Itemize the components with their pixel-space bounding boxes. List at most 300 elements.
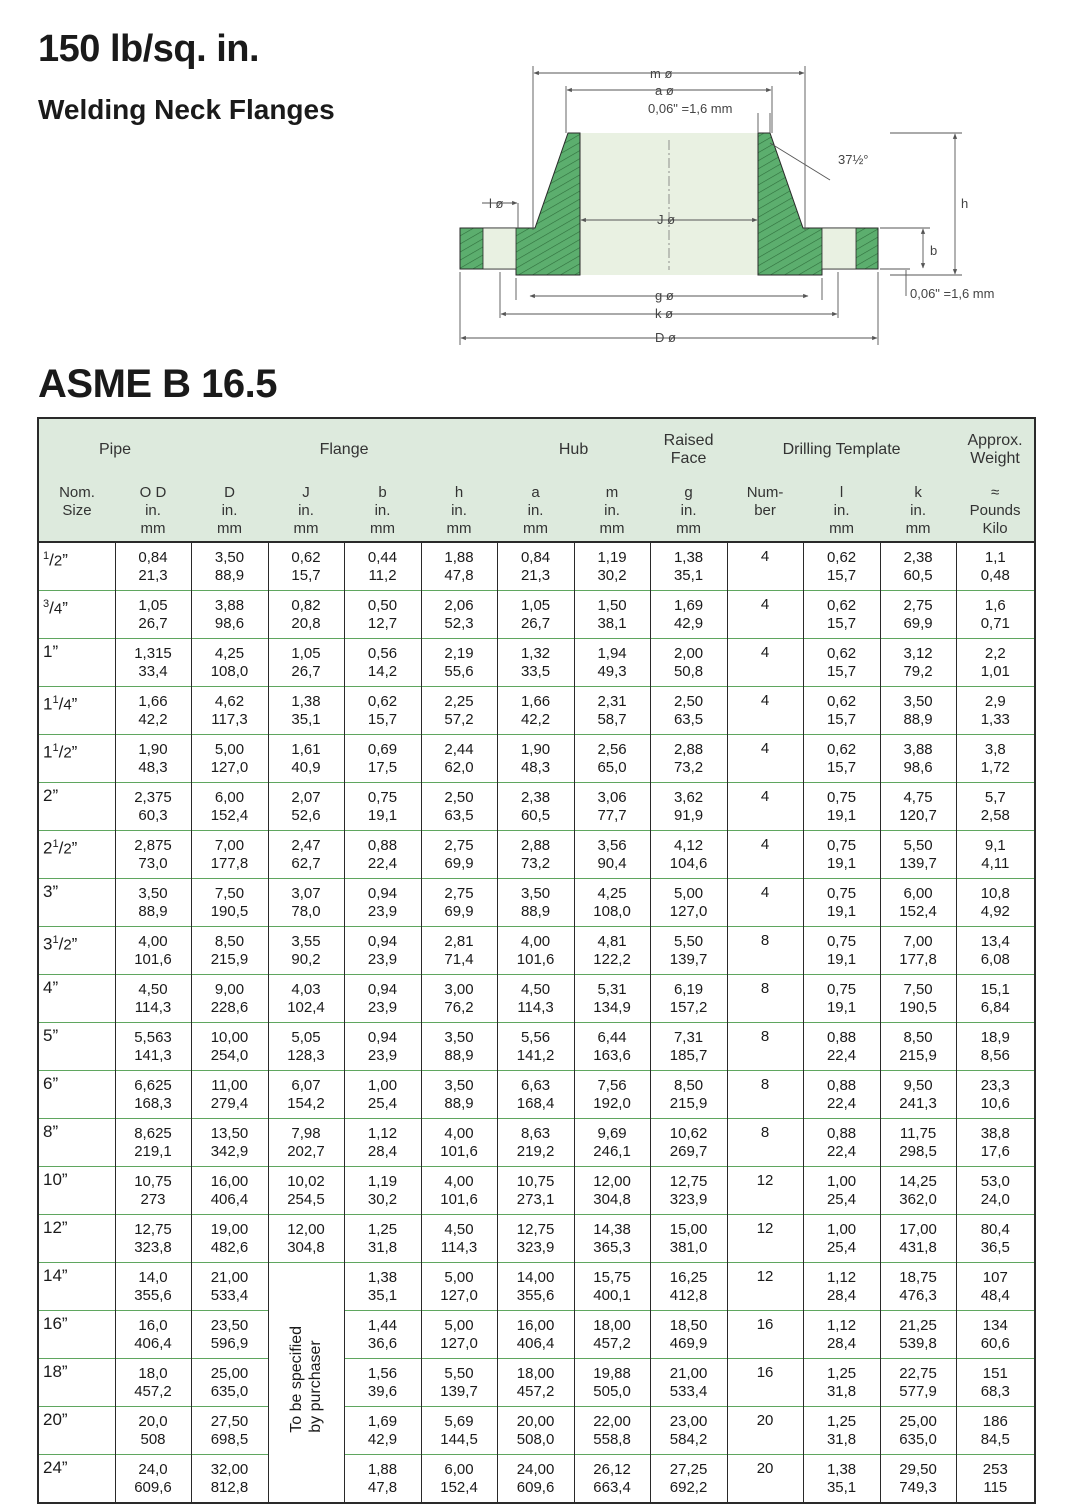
value-mm: 23,9	[367, 950, 398, 968]
value-inch: 4,25	[597, 884, 627, 902]
value-inch: 0,75	[826, 788, 857, 806]
bolt-number-cell: 4	[727, 735, 803, 783]
value-inch: 5,31	[597, 980, 627, 998]
value-inch: 11,00	[211, 1076, 248, 1094]
value-inch: 1,61	[291, 740, 321, 758]
value-inch: 0,84	[520, 548, 551, 566]
value-inch: 8,50	[214, 932, 245, 950]
value-mm: 42,2	[138, 710, 168, 728]
value-cell-a	[497, 1455, 574, 1504]
value-mm: 539,8	[899, 1334, 937, 1352]
value-inch: 23,50	[210, 1316, 249, 1334]
value-cell-b	[344, 639, 421, 687]
nominal-size-cell: 10”	[43, 1170, 68, 1189]
value-inch: 1,69	[367, 1412, 398, 1430]
value-inch: 1,66	[520, 692, 551, 710]
label-angle: 37½°	[838, 152, 869, 167]
value-inch: 0,75	[826, 884, 857, 902]
value-mm: 381,0	[669, 1238, 708, 1256]
value-inch: 1,66	[138, 692, 168, 710]
value-cell-k	[880, 542, 956, 591]
value-mm: 42,2	[520, 710, 551, 728]
value-mm: 14,2	[367, 662, 398, 680]
value-mm: 28,4	[826, 1286, 857, 1304]
value-cell-od	[115, 879, 191, 927]
value-inch: 1,50	[597, 596, 627, 614]
value-inch: 0,94	[367, 932, 398, 950]
value-inch: 18,9	[980, 1028, 1010, 1046]
value-inch: 2,75	[444, 884, 474, 902]
value-cell-b	[344, 591, 421, 639]
value-inch: 14,25	[899, 1172, 937, 1190]
value-inch: 2,07	[291, 788, 321, 806]
value-inch: 2,375	[134, 788, 172, 806]
value-cell-b	[344, 1215, 421, 1263]
value-cell-g	[650, 639, 727, 687]
value-mm: 279,4	[210, 1094, 249, 1112]
value-inch: 1,1	[984, 548, 1006, 566]
value-inch: 12,00	[287, 1220, 325, 1238]
value-mm: 69,9	[444, 902, 474, 920]
value-mm: 60,3	[138, 806, 168, 824]
value-cell-l	[803, 1167, 880, 1215]
value-cell-g	[650, 1263, 727, 1311]
value-cell-h	[421, 1263, 497, 1311]
value-mm: 508,0	[516, 1430, 555, 1448]
value-cell-a	[497, 542, 574, 591]
value-inch: 24,00	[516, 1460, 555, 1478]
value-mm: 273,1	[516, 1190, 555, 1208]
value-mm: 2,58	[980, 806, 1010, 824]
value-inch: 1,19	[367, 1172, 398, 1190]
value-inch: 3,50	[520, 884, 551, 902]
group-header-weight: Approx. Weight	[967, 432, 1023, 467]
value-cell-j	[268, 927, 344, 975]
value-mm: 88,9	[214, 566, 245, 584]
value-mm: 139,7	[669, 950, 708, 968]
value-inch: 6,00	[903, 884, 933, 902]
value-inch: 1,315	[134, 644, 172, 662]
value-mm: 663,4	[593, 1478, 631, 1496]
value-cell-j	[268, 975, 344, 1023]
value-cell-a	[497, 927, 574, 975]
label-m: m ø	[650, 66, 673, 81]
value-mm: 19,1	[367, 806, 398, 824]
value-cell-m	[574, 1359, 650, 1407]
value-cell-j	[268, 687, 344, 735]
value-cell-m	[574, 1215, 650, 1263]
value-mm: 88,9	[520, 902, 551, 920]
value-cell-l	[803, 831, 880, 879]
value-cell-l	[803, 1407, 880, 1455]
value-inch: 21,25	[899, 1316, 937, 1334]
value-cell-a	[497, 639, 574, 687]
value-cell-k	[880, 687, 956, 735]
value-inch: 3,56	[597, 836, 627, 854]
value-mm: 63,5	[673, 710, 704, 728]
value-mm: 62,7	[291, 854, 321, 872]
value-cell-d	[191, 1071, 268, 1119]
value-cell-g	[650, 879, 727, 927]
value-cell-j	[268, 831, 344, 879]
bolt-hole-right	[822, 228, 856, 269]
value-inch: 1,90	[520, 740, 551, 758]
value-cell-a	[497, 783, 574, 831]
value-inch: 18,0	[138, 1364, 168, 1382]
value-cell-m	[574, 1455, 650, 1504]
page-subtitle: Welding Neck Flanges	[38, 94, 335, 125]
value-mm: 19,1	[826, 854, 857, 872]
value-mm: 508	[140, 1430, 166, 1448]
table-row	[38, 1215, 1035, 1263]
value-mm: 108,0	[593, 902, 631, 920]
bolt-number-cell: 4	[727, 542, 803, 591]
value-inch: 4,62	[214, 692, 245, 710]
value-cell-w	[956, 687, 1035, 735]
label-j: J ø	[657, 212, 676, 227]
value-mm: 15,7	[367, 710, 398, 728]
value-mm: 76,2	[444, 998, 474, 1016]
value-inch: 1,00	[826, 1172, 857, 1190]
value-inch: 3,00	[444, 980, 474, 998]
value-mm: 141,3	[134, 1046, 172, 1064]
value-mm: 22,4	[367, 854, 398, 872]
column-header: m in. mm	[599, 484, 625, 537]
purchaser-note: To be specified by purchaser	[288, 1326, 324, 1433]
value-mm: 635,0	[899, 1430, 937, 1448]
value-mm: 28,4	[367, 1142, 398, 1160]
value-mm: 52,6	[291, 806, 321, 824]
value-cell-h	[421, 783, 497, 831]
value-cell-a	[497, 831, 574, 879]
value-cell-k	[880, 1023, 956, 1071]
value-mm: 1,72	[980, 758, 1010, 776]
value-mm: 48,3	[138, 758, 168, 776]
value-mm: 698,5	[210, 1430, 249, 1448]
value-inch: 4,75	[903, 788, 933, 806]
value-cell-g	[650, 1119, 727, 1167]
table-row	[38, 1167, 1035, 1215]
value-mm: 144,5	[440, 1430, 478, 1448]
value-inch: 15,00	[669, 1220, 708, 1238]
value-inch: 0,44	[367, 548, 398, 566]
group-header-hub: Hub	[558, 441, 589, 458]
value-inch: 0,84	[138, 548, 168, 566]
value-cell-g	[650, 687, 727, 735]
value-mm: 20,8	[291, 614, 321, 632]
value-inch: 2,47	[291, 836, 321, 854]
bolt-number-cell: 4	[727, 591, 803, 639]
nominal-size-cell: 16”	[43, 1314, 68, 1333]
flange-cross-section-diagram	[452, 62, 1052, 352]
value-mm: 57,2	[444, 710, 474, 728]
value-cell-d	[191, 1023, 268, 1071]
value-cell-j	[268, 542, 344, 591]
value-cell-h	[421, 735, 497, 783]
value-mm: 115	[983, 1478, 1008, 1496]
value-cell-w	[956, 879, 1035, 927]
value-cell-l	[803, 783, 880, 831]
value-mm: 120,7	[899, 806, 937, 824]
value-cell-od	[115, 1263, 191, 1311]
value-mm: 4,92	[980, 902, 1010, 920]
value-mm: 38,1	[597, 614, 627, 632]
value-mm: 71,4	[444, 950, 474, 968]
value-mm: 102,4	[287, 998, 325, 1016]
value-cell-d	[191, 1359, 268, 1407]
value-inch: 3,06	[597, 788, 627, 806]
table-row	[38, 687, 1035, 735]
value-mm: 90,4	[597, 854, 627, 872]
value-inch: 14,38	[593, 1220, 631, 1238]
value-inch: 5,563	[134, 1028, 172, 1046]
value-cell-k	[880, 1311, 956, 1359]
value-mm: 62,0	[444, 758, 474, 776]
value-inch: 18,00	[593, 1316, 631, 1334]
value-mm: 533,4	[669, 1382, 708, 1400]
bolt-hole-left	[483, 228, 516, 269]
value-inch: 0,62	[826, 548, 857, 566]
value-inch: 0,56	[367, 644, 398, 662]
table-body	[38, 542, 1035, 1503]
value-cell-g	[650, 975, 727, 1023]
value-inch: 2,38	[520, 788, 551, 806]
value-cell-m	[574, 1311, 650, 1359]
value-inch: 6,00	[214, 788, 245, 806]
value-inch: 1,6	[984, 596, 1006, 614]
value-cell-b	[344, 1455, 421, 1504]
value-mm: 127,0	[669, 902, 708, 920]
value-inch: 12,75	[516, 1220, 555, 1238]
value-mm: 35,1	[291, 710, 321, 728]
value-inch: 6,19	[673, 980, 704, 998]
value-inch: 134	[982, 1316, 1008, 1334]
value-cell-d	[191, 591, 268, 639]
value-inch: 16,00	[210, 1172, 249, 1190]
value-mm: 12,7	[367, 614, 398, 632]
value-cell-h	[421, 639, 497, 687]
value-mm: 48,4	[980, 1286, 1010, 1304]
label-tolerance-bottom: 0,06" =1,6 mm	[910, 286, 995, 301]
value-inch: 29,50	[899, 1460, 937, 1478]
value-mm: 6,08	[980, 950, 1010, 968]
column-header: h in. mm	[446, 484, 472, 537]
nominal-size-cell: $3^1/2$”	[43, 934, 78, 954]
value-inch: 21,00	[669, 1364, 708, 1382]
value-cell-l	[803, 639, 880, 687]
value-inch: 17,00	[899, 1220, 937, 1238]
value-cell-od	[115, 783, 191, 831]
value-inch: 0,62	[826, 644, 857, 662]
value-inch: 1,00	[367, 1076, 398, 1094]
value-cell-w	[956, 1023, 1035, 1071]
bolt-number-cell: 4	[727, 687, 803, 735]
value-cell-w	[956, 1167, 1035, 1215]
value-mm: 273	[140, 1190, 166, 1208]
nominal-size-cell: 3”	[43, 882, 59, 901]
value-mm: 63,5	[444, 806, 474, 824]
value-cell-k	[880, 1167, 956, 1215]
value-cell-a	[497, 1359, 574, 1407]
value-mm: 406,4	[210, 1190, 249, 1208]
value-mm: 406,4	[516, 1334, 555, 1352]
value-cell-b	[344, 831, 421, 879]
value-inch: 2,75	[903, 596, 933, 614]
value-mm: 101,6	[440, 1142, 478, 1160]
nominal-size-cell: 18”	[43, 1362, 68, 1381]
value-cell-od	[115, 831, 191, 879]
value-inch: 27,50	[210, 1412, 249, 1430]
value-cell-h	[421, 1455, 497, 1504]
label-tolerance-top: 0,06" =1,6 mm	[648, 101, 733, 116]
column-header: g in. mm	[676, 484, 702, 537]
value-mm: 469,9	[669, 1334, 708, 1352]
value-inch: 3,07	[291, 884, 321, 902]
value-mm: 26,7	[291, 662, 321, 680]
value-mm: 114,3	[134, 998, 172, 1016]
value-mm: 635,0	[210, 1382, 249, 1400]
value-mm: 19,1	[826, 998, 857, 1016]
value-inch: 14,00	[516, 1268, 555, 1286]
value-mm: 19,1	[826, 806, 857, 824]
value-inch: 7,56	[597, 1076, 627, 1094]
value-cell-d	[191, 879, 268, 927]
value-inch: 2,875	[134, 836, 172, 854]
value-inch: 5,50	[444, 1364, 474, 1382]
value-mm: 98,6	[903, 758, 933, 776]
value-cell-g	[650, 927, 727, 975]
value-cell-a	[497, 1023, 574, 1071]
value-inch: 4,81	[597, 932, 627, 950]
value-inch: 2,81	[444, 932, 474, 950]
value-inch: 2,9	[984, 692, 1006, 710]
value-mm: 22,4	[826, 1142, 857, 1160]
value-inch: 2,88	[673, 740, 704, 758]
column-header: Num- ber	[746, 484, 784, 519]
value-inch: 0,94	[367, 1028, 398, 1046]
value-cell-a	[497, 1263, 574, 1311]
value-inch: 1,69	[673, 596, 704, 614]
value-cell-l	[803, 927, 880, 975]
value-mm: 177,8	[210, 854, 249, 872]
value-cell-j	[268, 783, 344, 831]
nominal-size-cell: 2”	[43, 786, 59, 805]
value-mm: 21,3	[138, 566, 168, 584]
value-cell-h	[421, 1119, 497, 1167]
value-inch: 15,1	[980, 980, 1010, 998]
value-mm: 21,3	[520, 566, 551, 584]
value-mm: 342,9	[210, 1142, 249, 1160]
value-mm: 48,3	[520, 758, 551, 776]
value-cell-m	[574, 927, 650, 975]
value-inch: 7,00	[214, 836, 245, 854]
value-inch: 10,75	[134, 1172, 172, 1190]
value-mm: 69,9	[444, 854, 474, 872]
value-inch: 5,69	[444, 1412, 474, 1430]
value-cell-w	[956, 831, 1035, 879]
column-header: b in. mm	[370, 484, 395, 537]
value-inch: 21,00	[210, 1268, 249, 1286]
value-inch: 6,07	[291, 1076, 321, 1094]
value-cell-d	[191, 687, 268, 735]
nominal-size-cell: $1^1/2$”	[43, 742, 78, 762]
value-cell-h	[421, 1215, 497, 1263]
value-cell-k	[880, 1071, 956, 1119]
value-cell-l	[803, 687, 880, 735]
value-mm: 215,9	[669, 1094, 708, 1112]
value-inch: 23,00	[669, 1412, 708, 1430]
value-mm: 558,8	[593, 1430, 631, 1448]
value-mm: 457,2	[516, 1382, 555, 1400]
value-cell-w	[956, 639, 1035, 687]
value-cell-j	[268, 1167, 344, 1215]
value-mm: 26,7	[138, 614, 168, 632]
value-cell-w	[956, 1455, 1035, 1504]
value-mm: 127,0	[210, 758, 249, 776]
table-row	[38, 1071, 1035, 1119]
value-inch: 14,0	[138, 1268, 168, 1286]
column-header: ≈ Pounds Kilo	[969, 484, 1021, 537]
bolt-number-cell: 12	[727, 1167, 803, 1215]
value-inch: 0,88	[826, 1124, 857, 1142]
value-cell-d	[191, 639, 268, 687]
value-inch: 0,88	[367, 836, 398, 854]
value-cell-w	[956, 783, 1035, 831]
value-mm: 202,7	[287, 1142, 325, 1160]
value-mm: 33,4	[138, 662, 168, 680]
value-cell-od	[115, 1071, 191, 1119]
value-inch: 1,25	[826, 1364, 857, 1382]
value-mm: 157,2	[669, 998, 708, 1016]
value-cell-k	[880, 591, 956, 639]
column-header: a in. mm	[523, 484, 549, 537]
value-mm: 47,8	[367, 1478, 398, 1496]
value-mm: 533,4	[210, 1286, 249, 1304]
value-cell-l	[803, 1455, 880, 1504]
value-inch: 22,00	[593, 1412, 631, 1430]
value-mm: 15,7	[826, 566, 857, 584]
value-mm: 49,3	[597, 662, 627, 680]
value-cell-d	[191, 1167, 268, 1215]
value-cell-a	[497, 1215, 574, 1263]
value-mm: 22,4	[826, 1046, 857, 1064]
value-mm: 228,6	[210, 998, 249, 1016]
value-inch: 5,00	[214, 740, 245, 758]
value-inch: 10,00	[210, 1028, 249, 1046]
value-inch: 3,8	[984, 740, 1006, 758]
value-cell-w	[956, 975, 1035, 1023]
value-inch: 4,00	[520, 932, 551, 950]
value-cell-d	[191, 1215, 268, 1263]
value-inch: 3,50	[138, 884, 168, 902]
value-cell-b	[344, 1071, 421, 1119]
value-cell-od	[115, 1167, 191, 1215]
value-inch: 1,38	[291, 692, 321, 710]
value-inch: 5,00	[444, 1316, 474, 1334]
value-inch: 1,32	[520, 644, 551, 662]
value-mm: 17,6	[980, 1142, 1010, 1160]
value-mm: 323,9	[669, 1190, 708, 1208]
table-row	[38, 1023, 1035, 1071]
value-mm: 40,9	[291, 758, 321, 776]
value-cell-b	[344, 1167, 421, 1215]
value-inch: 25,00	[210, 1364, 249, 1382]
value-mm: 15,7	[291, 566, 321, 584]
value-inch: 1,38	[367, 1268, 398, 1286]
table-row	[38, 783, 1035, 831]
bolt-number-cell: 16	[727, 1359, 803, 1407]
value-inch: 19,88	[593, 1364, 631, 1382]
